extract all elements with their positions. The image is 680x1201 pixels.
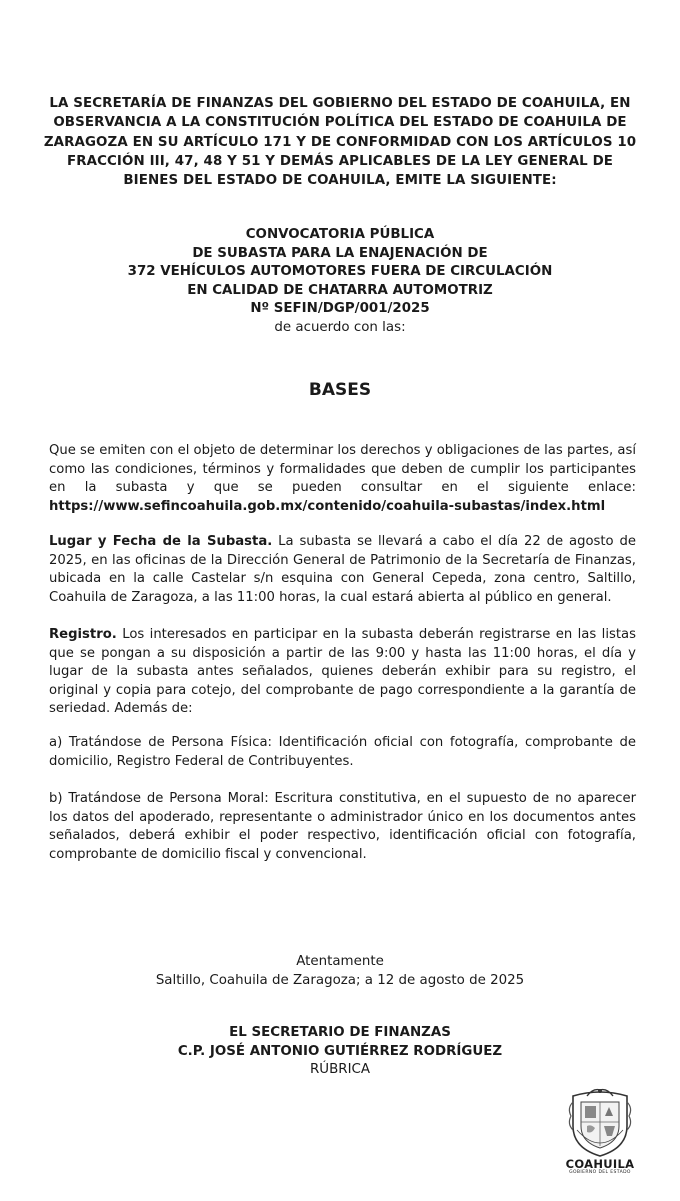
closing-block	[0, 953, 680, 990]
closing-atentamente: Atentamente	[296, 954, 384, 969]
convocatoria-heading	[40, 226, 640, 337]
convocatoria-line-2: DE SUBASTA PARA LA ENAJENACIÓN DE	[192, 245, 488, 261]
intro-paragraph: LA SECRETARÍA DE FINANZAS DEL GOBIERNO DEL ESTADO DE COAHUILA, EN OBSERVANCIA A LA CONSTITUCIÓN POLÍTICA DEL ESTADO DE COAHUILA DE ZARAGOZA EN SU ARTÍCULO 171 Y DE CONFORMIDAD CON LOS ARTÍCULOS 10 FRACCIÓN III, 47, 48 Y 51 Y DEMÁS APLICABLES DE LA LEY GENERAL DE BIENES DEL ESTADO DE COAHUILA, EMITE LA SIGUIENTE:	[43, 96, 637, 189]
paragraph-registro-text: Los interesados en participar en la subasta deberán registrarse en las listas que se pongan a su disposición a partir de las 9:00 y hasta las 11:00 horas, el día y lugar de la subasta antes señalados, quienes deberán exhibir para su registro, el original y copia para cotejo, del comprobante de pago correspondiente a la garantía de seriedad. Además de:	[49, 627, 636, 716]
paragraph-persona-fisica: a) Tratándose de Persona Física: Identificación oficial con fotografía, comprobante de domicilio, Registro Federal de Contribuyentes.	[49, 735, 636, 769]
signature-rubrica: RÚBRICA	[309, 1062, 371, 1077]
closing-place-date: Saltillo, Coahuila de Zaragoza; a 12 de agosto de 2025	[155, 972, 525, 988]
convocatoria-line-4: EN CALIDAD DE CHATARRA AUTOMOTRIZ	[187, 282, 493, 298]
paragraph-lugar-fecha	[49, 533, 636, 607]
paragraph-persona-moral: b) Tratándose de Persona Moral: Escritura constitutiva, en el supuesto de no aparecer los datos del apoderado, representante o administrador único en los documentos antes señalados, deberá exhibir el poder respectivo, identificación oficial con fotografía, comprobante de domicilio fiscal y convencional.	[49, 791, 636, 862]
convocatoria-line-1: CONVOCATORIA PÚBLICA	[245, 227, 435, 242]
coahuila-coat-of-arms-icon	[565, 1086, 635, 1158]
paragraph-registro	[49, 626, 636, 719]
paragraph-purpose-text: Que se emiten con el objeto de determinar los derechos y obligaciones de las partes, así como las condiciones, términos y formalidades que deben de cumplir los participantes en la subasta y que se pueden consultar en el siguiente enlace:	[49, 443, 636, 495]
signature-block	[0, 1024, 680, 1080]
signature-name: C.P. JOSÉ ANTONIO GUTIÉRREZ RODRÍGUEZ	[177, 1043, 503, 1059]
paragraph-lugar-fecha-text: La subasta se llevará a cabo el día 22 de agosto de 2025, en las oficinas de la Dirección General de Patrimonio de la Secretaría de Finanzas, ubicada en la calle Castelar s/n esquina con General Cepeda, zona centro, Saltillo, Coahuila de Zaragoza, a las 11:00 horas, la cual estará abierta al público en general.	[49, 534, 636, 605]
paragraph-registro-heading: Registro.	[49, 627, 117, 642]
convocatoria-number: Nº SEFIN/DGP/001/2025	[250, 301, 430, 316]
logo-subtitle: GOBIERNO DEL ESTADO	[569, 1170, 631, 1175]
logo-name: COAHUILA	[565, 1157, 635, 1171]
convocatoria-subline: de acuerdo con las:	[274, 319, 406, 335]
convocatoria-line-3: 372 VEHÍCULOS AUTOMOTORES FUERA DE CIRCULACIÓN	[127, 264, 553, 279]
coahuila-logo	[556, 1086, 644, 1186]
paragraph-lugar-fecha-heading: Lugar y Fecha de la Subasta.	[49, 534, 273, 549]
subastas-link[interactable]: https://www.sefincoahuila.gob.mx/contenido/coahuila-subastas/index.html	[49, 498, 606, 514]
signature-title: EL SECRETARIO DE FINANZAS	[229, 1025, 451, 1040]
paragraph-purpose	[49, 442, 636, 516]
bases-title: BASES	[308, 380, 372, 400]
